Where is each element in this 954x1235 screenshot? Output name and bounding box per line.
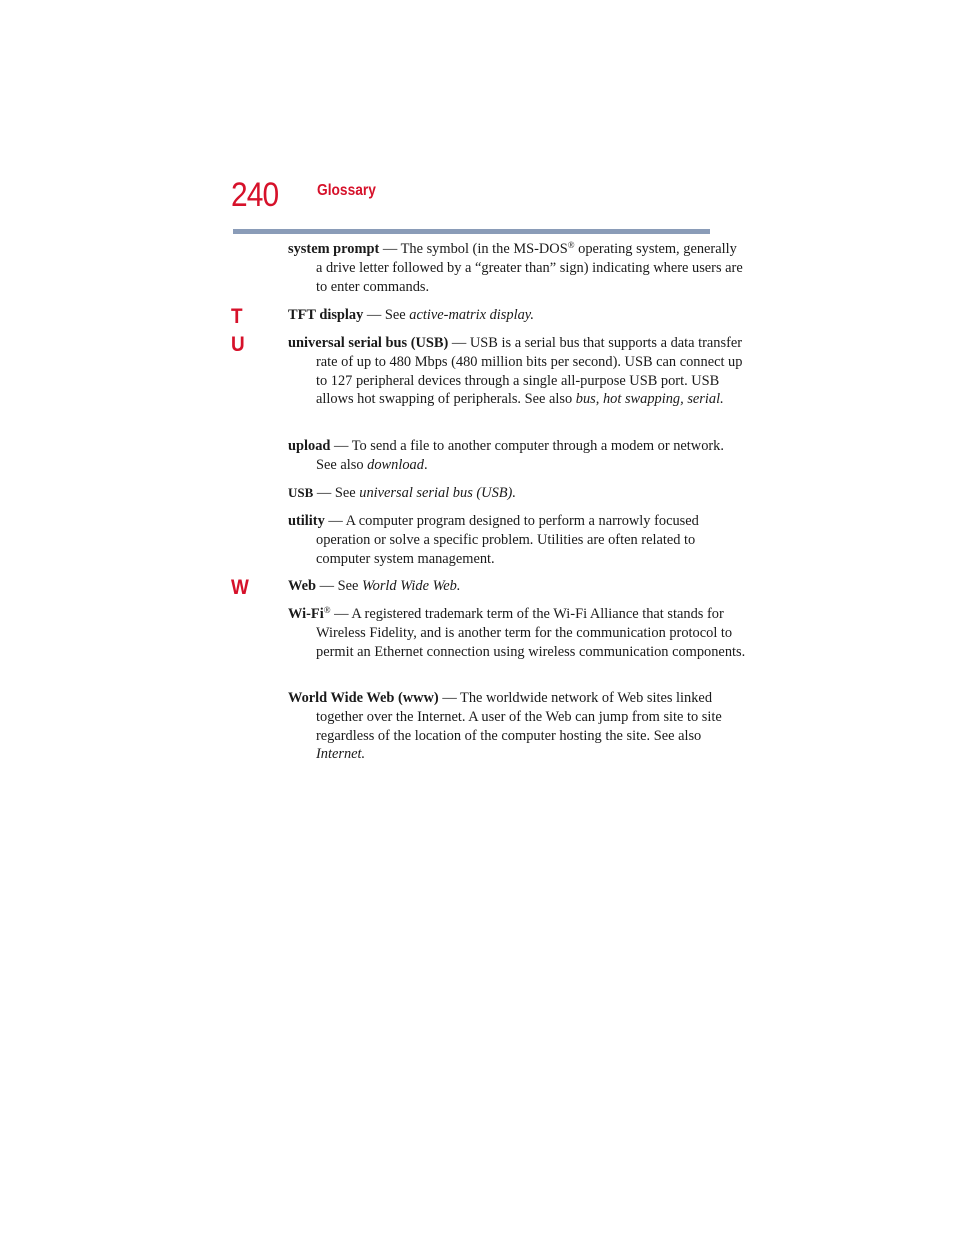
header-rule	[233, 229, 710, 234]
entry-reference: World Wide Web.	[361, 578, 461, 594]
entry-term: universal serial bus (USB)	[288, 335, 449, 351]
glossary-entry-wi-fi	[288, 605, 746, 661]
glossary-entry-usb	[288, 484, 746, 503]
entry-term: system prompt	[288, 241, 380, 257]
entry-reference: bus, hot swapping, serial.	[575, 391, 724, 408]
entry-text: — See	[363, 307, 410, 323]
section-title: Glossary	[317, 182, 376, 199]
entry-text: — The worldwide network of Web sites linked together over the Internet. A user of the Web can jump from site to site regardless of the location of the computer hosting the site. See also	[316, 690, 722, 744]
entry-term: USB	[288, 485, 314, 500]
letter-heading-u: U	[231, 333, 245, 356]
registered-mark: ®	[323, 605, 331, 615]
entry-reference: active-matrix display.	[409, 307, 534, 323]
glossary-entry-universal-serial-bus	[288, 334, 746, 409]
entry-text-end: .	[423, 456, 428, 473]
registered-mark: ®	[567, 240, 575, 250]
entry-term: Web	[288, 578, 316, 594]
entry-reference: download	[367, 456, 424, 473]
letter-heading-t: T	[231, 305, 243, 328]
entry-term: World Wide Web (www)	[288, 690, 439, 706]
entry-text: — A computer program designed to perform a narrowly focused operation or solve a specific problem. Utilities are often related to computer system management.	[316, 513, 699, 567]
glossary-entry-upload	[288, 437, 746, 475]
page-number: 240	[231, 176, 279, 214]
glossary-entry-tft-display	[288, 306, 746, 325]
letter-heading-w: W	[231, 576, 249, 599]
glossary-entry-web	[288, 577, 746, 596]
glossary-entry-world-wide-web	[288, 689, 746, 764]
entry-term: utility	[288, 513, 325, 529]
entry-reference: Internet.	[316, 746, 366, 763]
entry-term: upload	[288, 438, 331, 454]
entry-text: — See	[316, 578, 362, 594]
entry-text: — A registered trademark term of the Wi-Fi Alliance that stands for Wireless Fidelity, and is another term for the communication protocol to permit an Ethernet connection using wireless communication components.	[316, 606, 746, 660]
glossary-entry-system-prompt	[288, 240, 746, 296]
entry-text: — The symbol (in the MS-DOS	[379, 241, 568, 257]
glossary-entry-utility	[288, 512, 746, 568]
entry-text: — To send a file to another computer through a modem or network. See also	[316, 438, 724, 473]
entry-reference: universal serial bus (USB).	[359, 485, 516, 501]
entry-text: operating system, generally a drive letter followed by a “greater than” sign) indicating where users are to enter commands.	[316, 241, 743, 295]
entry-text: — USB is a serial bus that supports a data transfer rate of up to 480 Mbps (480 million bits per second). USB can connect up to 127 peripheral devices through a single all-purpose USB port. USB allows hot swapping of peripherals. See also	[316, 335, 743, 408]
entry-text: — See	[313, 485, 360, 501]
entry-term: Wi-Fi	[288, 606, 324, 622]
entry-term: TFT display	[288, 307, 364, 323]
